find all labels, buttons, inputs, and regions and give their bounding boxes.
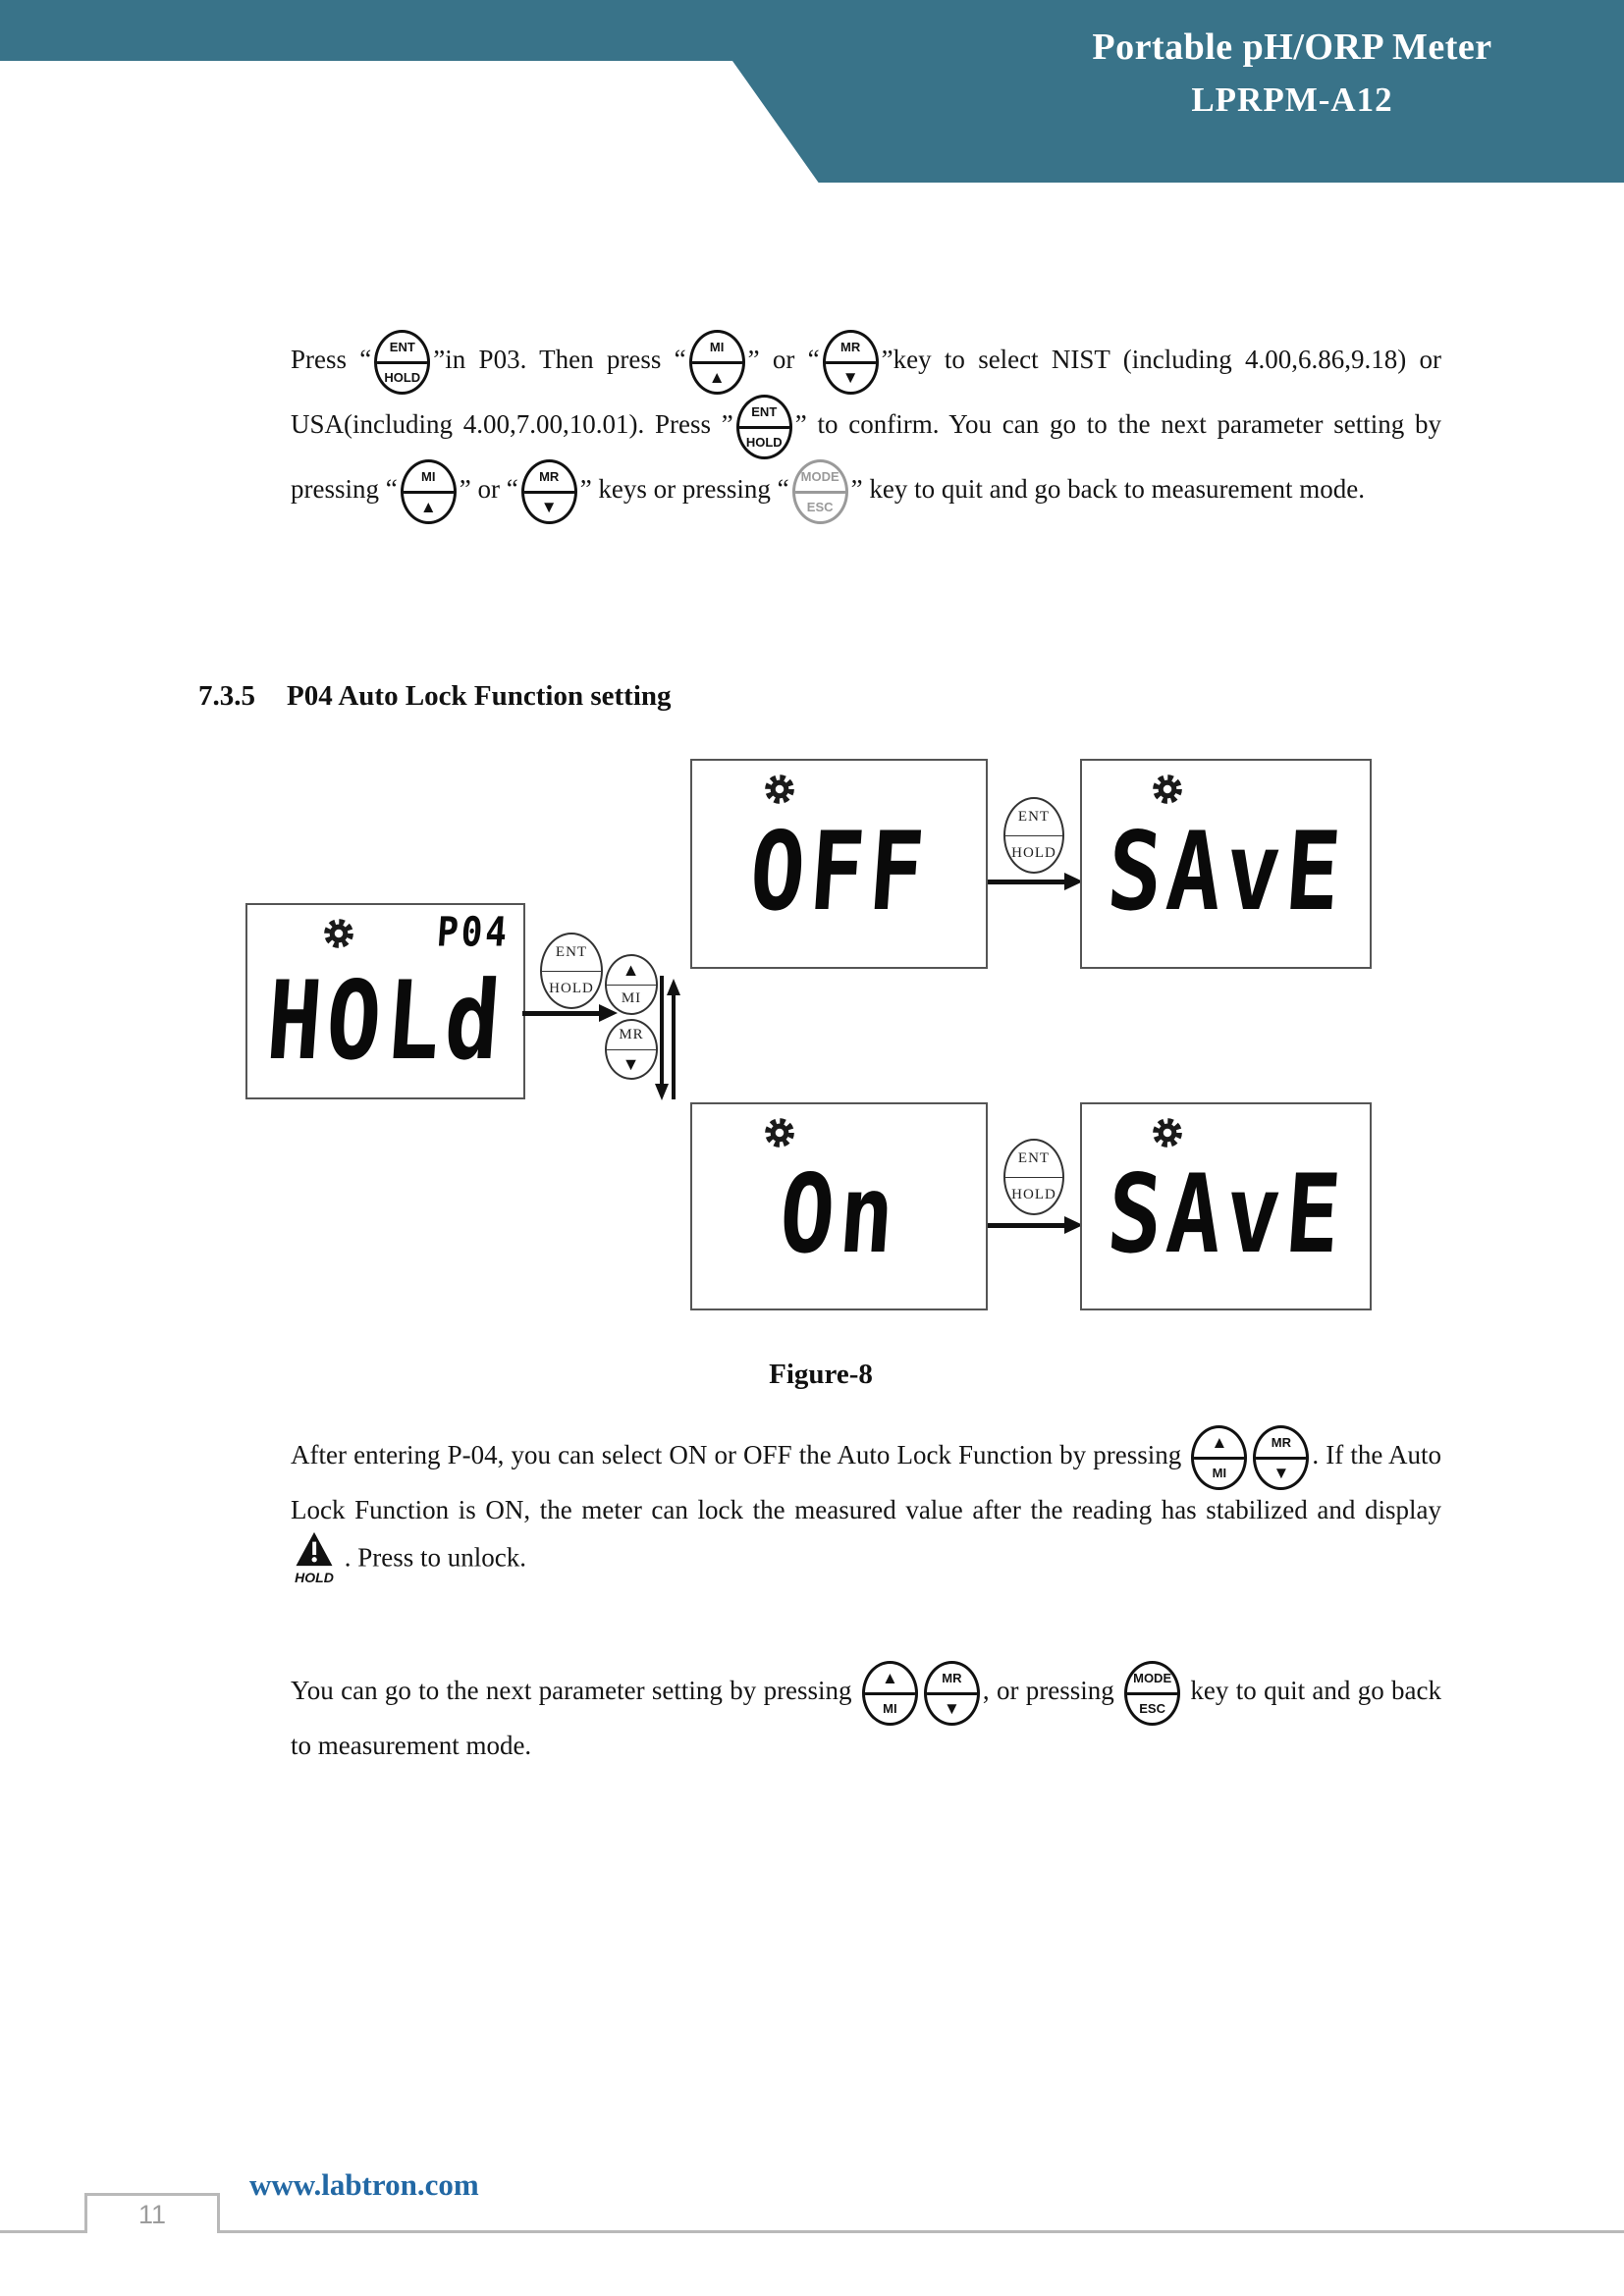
connector-down-arrow-icon <box>660 976 664 1086</box>
lcd-param-text: P04 <box>435 909 512 957</box>
mi-para1-key-icon: MI ▲ <box>689 330 745 395</box>
ent-hold-key-icon <box>540 933 603 1009</box>
page-title: Portable pH/ORP Meter <box>1092 27 1492 68</box>
mi-up-key-icon <box>605 954 658 1015</box>
section-number: 7.3.5 <box>198 680 255 712</box>
mr-key-icon: MR ▼ <box>924 1661 980 1726</box>
paragraph-autolock-description: After entering P-04, you can select ON or OFF the Auto Lock Function by pressing ▲ MI MR ▼ . If the Auto Lock Function is ON, the meter can lock the measured value after the reading has stabilized and display HOLD . Press to unlock. <box>291 1425 1441 1589</box>
footer-divider <box>0 2230 1624 2233</box>
mode-esc-key-icon: MODE ESC <box>1124 1661 1180 1726</box>
section-heading <box>198 680 672 713</box>
page-number-tab <box>84 2193 220 2233</box>
paragraph-p03-instructions: Press “ ENT HOLD ”in P03. Then press “ MI ▲ ” or “ MR ▼ ”key to select NIST (including 4.00,6.86,9.18) or USA(including 4.00,7.00,10.01). Press ” ENT HOLD ” to confirm. You can go to the next parameter setting by pressing “ MI ▲ ” or “ MR ▼ ” keys or pressing “ MODE ESC ” key to quit and go back to measurement mode. <box>291 330 1441 524</box>
lcd-value-text: On <box>775 1151 903 1278</box>
key-label-mr: MR <box>607 1021 656 1050</box>
flow-arrow-right-icon <box>988 1223 1066 1228</box>
mr-key-icon: MR ▼ <box>521 459 577 524</box>
key-label-ent: ENT <box>1005 1141 1062 1178</box>
ent-hold-key-icon <box>1003 1139 1064 1215</box>
down-triangle-icon: ▼ <box>622 1053 641 1074</box>
key-label-hold: HOLD <box>1011 845 1056 862</box>
mi-tri-top-key-icon: ▲ MI <box>862 1661 918 1726</box>
paragraph-next-parameter: You can go to the next parameter setting by pressing ▲ MI MR ▼ , or pressing MODE ESC key to quit and go back to measurement mode. <box>291 1661 1441 1767</box>
lcd-panel-hold <box>245 903 525 1099</box>
connector-up-arrow-icon <box>672 993 676 1099</box>
ent-hold-key-icon <box>1003 797 1064 874</box>
lcd-value-text: SAvE <box>1103 1151 1349 1278</box>
section-title: P04 Auto Lock Function setting <box>287 680 672 712</box>
mi-para1-key-icon: MI ▲ <box>401 459 457 524</box>
up-triangle-icon: ▲ <box>607 956 656 986</box>
key-label-ent: ENT <box>1005 799 1062 836</box>
lcd-value-text: OFF <box>745 809 933 935</box>
website-link[interactable]: www.labtron.com <box>249 2167 479 2202</box>
key-label-hold: HOLD <box>549 981 594 997</box>
key-label-mi: MI <box>621 990 642 1007</box>
mr-key-icon: MR ▼ <box>1253 1425 1309 1490</box>
mr-key-icon: MR ▼ <box>823 330 879 395</box>
lcd-value-text: HOLd <box>262 957 509 1084</box>
lcd-panel-on <box>690 1102 988 1310</box>
key-label-ent: ENT <box>542 934 601 972</box>
lcd-panel-off <box>690 759 988 969</box>
lcd-panel-save-top <box>1080 759 1372 969</box>
gear-icon <box>1151 773 1184 811</box>
mi-tri-top-key-icon: ▲ MI <box>1191 1425 1247 1490</box>
figure-caption: Figure-8 <box>769 1359 873 1390</box>
mode-esc-key-icon: MODE ESC <box>792 459 848 524</box>
page-number: 11 <box>137 2199 167 2229</box>
gear-icon <box>763 1116 796 1154</box>
lcd-panel-save-bottom <box>1080 1102 1372 1310</box>
gear-icon <box>322 917 355 955</box>
gear-icon <box>763 773 796 811</box>
ent-hold-key-icon: ENT HOLD <box>374 330 430 395</box>
lcd-value-text: SAvE <box>1103 809 1349 935</box>
gear-icon <box>1151 1116 1184 1154</box>
ent-hold-key-icon: ENT HOLD <box>736 395 792 459</box>
hold-warning-icon: HOLD <box>295 1531 334 1589</box>
header-title-block <box>1017 26 1567 120</box>
model-number: LPRPM-A12 <box>1191 80 1393 119</box>
flow-arrow-right-icon <box>988 880 1066 884</box>
flow-arrow-right-icon <box>522 1011 601 1016</box>
mr-down-key-icon <box>605 1019 658 1080</box>
key-label-hold: HOLD <box>1011 1187 1056 1203</box>
